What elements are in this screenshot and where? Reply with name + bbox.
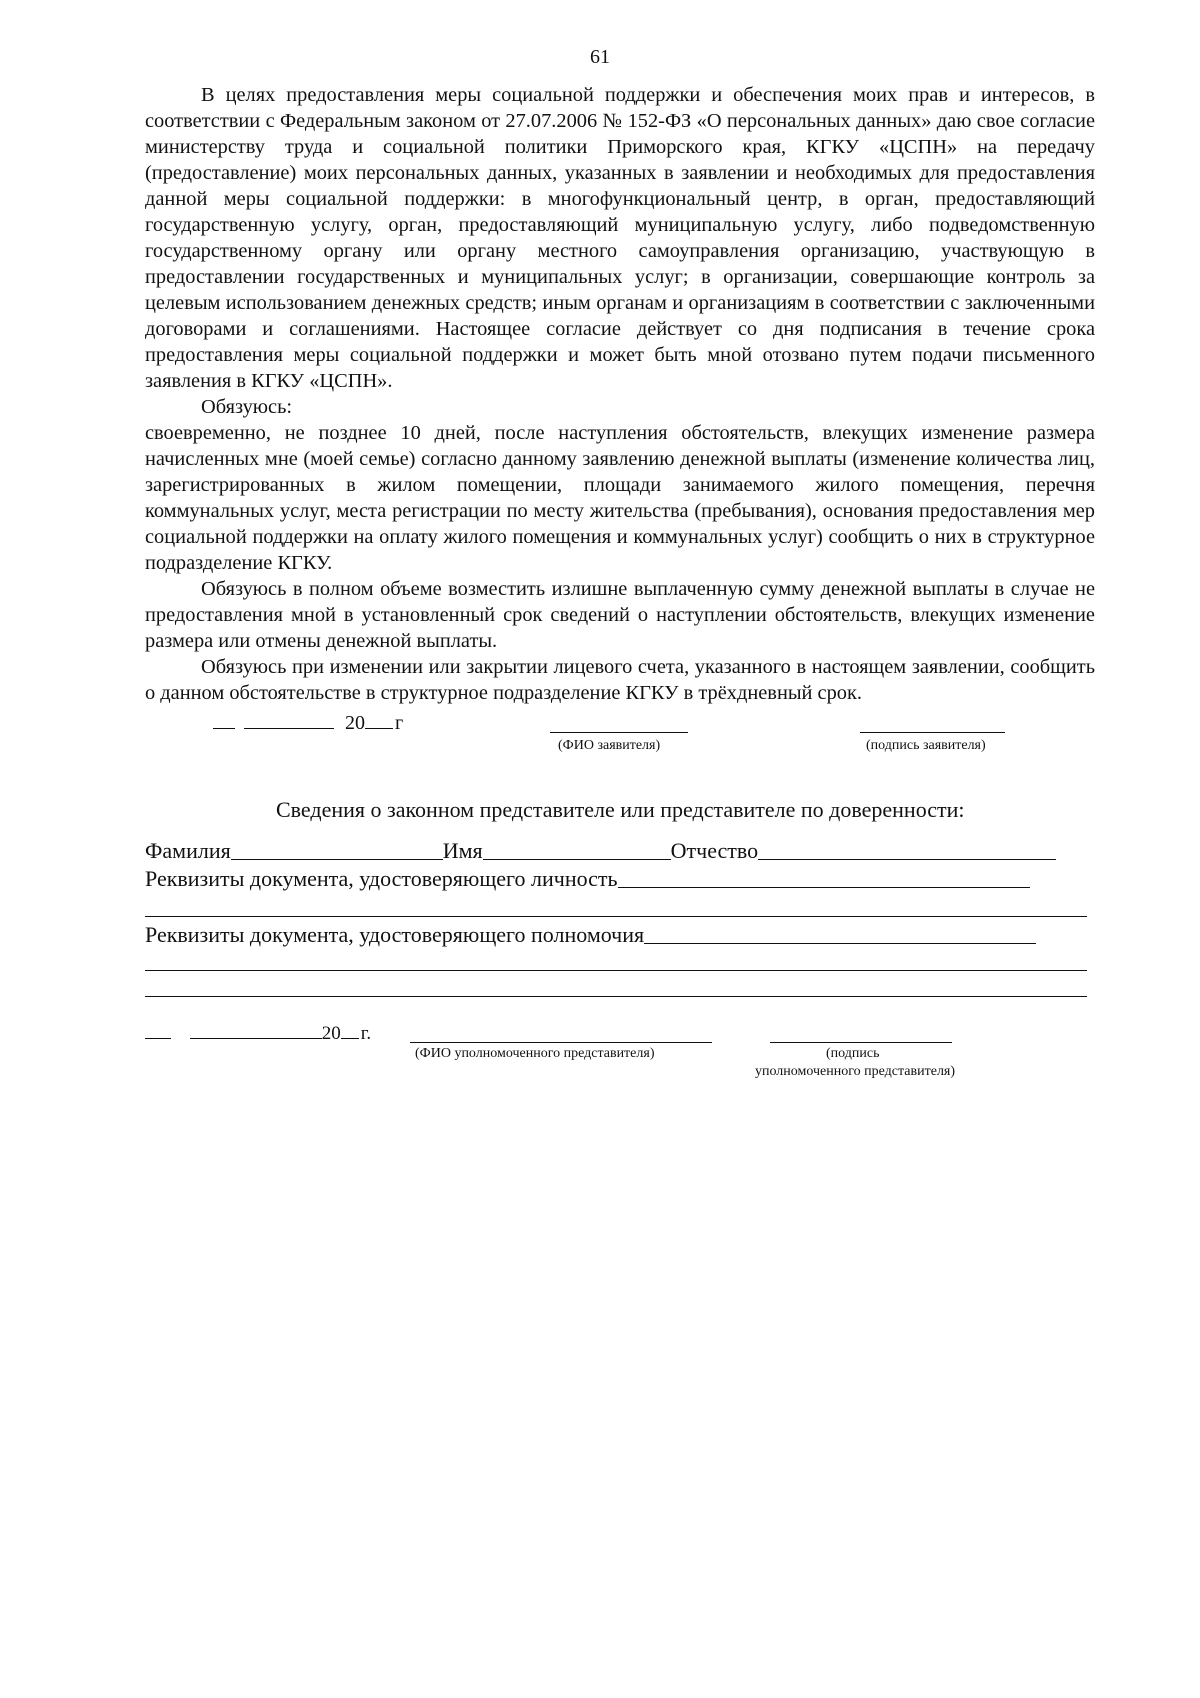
representative-signature-line[interactable]	[770, 1042, 952, 1043]
identity-doc-row	[145, 866, 1030, 892]
representative-fio-caption: (ФИО уполномоченного представителя)	[415, 1046, 655, 1061]
authority-doc-row	[145, 922, 1036, 948]
applicant-signature-block	[0, 710, 1200, 770]
consent-section	[145, 82, 1095, 706]
patronymic-label: Отчество	[670, 838, 759, 863]
identity-doc-field[interactable]	[618, 867, 1030, 888]
representative-signature-caption-2: уполномоченного представителя)	[755, 1064, 956, 1079]
obligation-paragraph-2: Обязуюсь в полном объеме возместить излишне выплаченную сумму денежной выплаты в случае не предоставления мной в установленный срок сведений о наступлении обстоятельств, влекущих изменение размера или отмены денежной выплаты.	[145, 578, 1095, 652]
identity-doc-continuation-line[interactable]	[145, 916, 1087, 917]
applicant-fio-line[interactable]	[550, 732, 688, 733]
date-year-suffix: г	[395, 712, 404, 734]
applicant-date-field[interactable]	[213, 710, 403, 735]
page-number: 61	[590, 46, 610, 68]
representative-date-field[interactable]	[145, 1020, 371, 1045]
representative-fio-line[interactable]	[410, 1042, 712, 1043]
obligation-paragraph-1: своевременно, не позднее 10 дней, после наступления обстоятельств, влекущих изменение размера начисленных мне (моей семье) согласно данному заявлению денежной выплаты (изменение количества лиц, зарегистрированных в жилом помещении, площади занимаемого жилого помещения, перечня коммунальных услуг, места регистрации по месту жительства (пребывания), основания предоставления мер социальной поддержки на оплату жилого помещения и коммунальных услуг) сообщить о них в структурное подразделение КГКУ.	[145, 422, 1095, 574]
authority-doc-continuation-line-1[interactable]	[145, 970, 1087, 971]
patronymic-field[interactable]	[758, 839, 1056, 860]
name-row	[145, 838, 1056, 864]
authority-doc-label: Реквизиты документа, удостоверяющего полномочия	[145, 922, 645, 947]
rep-date-year-suffix: г.	[360, 1023, 372, 1044]
surname-field[interactable]	[231, 839, 443, 860]
representative-signature-caption-1: (подпись	[826, 1046, 880, 1061]
authority-doc-field[interactable]	[644, 923, 1036, 944]
obligation-heading: Обязуюсь:	[201, 396, 293, 418]
identity-doc-label: Реквизиты документа, удостоверяющего личность	[145, 866, 618, 891]
obligation-paragraph-3: Обязуюсь при изменении или закрытии лицевого счета, указанного в настоящем заявлении, сообщить о данном обстоятельстве в структурное подразделение КГКУ в трёхдневный срок.	[145, 656, 1095, 704]
applicant-fio-caption: (ФИО заявителя)	[558, 738, 661, 753]
applicant-signature-line[interactable]	[860, 732, 1005, 733]
rep-date-year-prefix: 20	[321, 1023, 341, 1044]
representative-section-title: Сведения о законном представителе или представителе по доверенности:	[276, 797, 965, 822]
name-field[interactable]	[483, 839, 671, 860]
applicant-signature-caption: (подпись заявителя)	[866, 738, 986, 753]
authority-doc-continuation-line-2[interactable]	[145, 996, 1087, 997]
surname-label: Фамилия	[145, 838, 231, 863]
date-year-prefix: 20	[345, 712, 365, 734]
consent-paragraph: В целях предоставления меры социальной поддержки и обеспечения моих прав и интересов, в соответствии с Федеральным законом от 27.07.2006 № 152-ФЗ «О персональных данных» даю свое согласие министерству труда и социальной политики Приморского края, КГКУ «ЦСПН» на передачу (предоставление) моих персональных данных, указанных в заявлении и необходимых для предоставления данной меры социальной поддержки: в многофункциональный центр, в орган, предоставляющий государственную услугу, орган, предоставляющий муниципальную услугу, либо подведомственную государственному органу или органу местного самоуправления организацию, участвующую в предоставлении государственных и муниципальных услуг; в организации, совершающие контроль за целевым использованием денежных средств; иным органам и организациям в соответствии с заключенными договорами и соглашениями. Настоящее согласие действует со дня подписания в течение срока предоставления меры социальной поддержки и может быть мной отозвано путем подачи письменного заявления в КГКУ «ЦСПН».	[145, 84, 1095, 392]
name-label: Имя	[442, 838, 483, 863]
